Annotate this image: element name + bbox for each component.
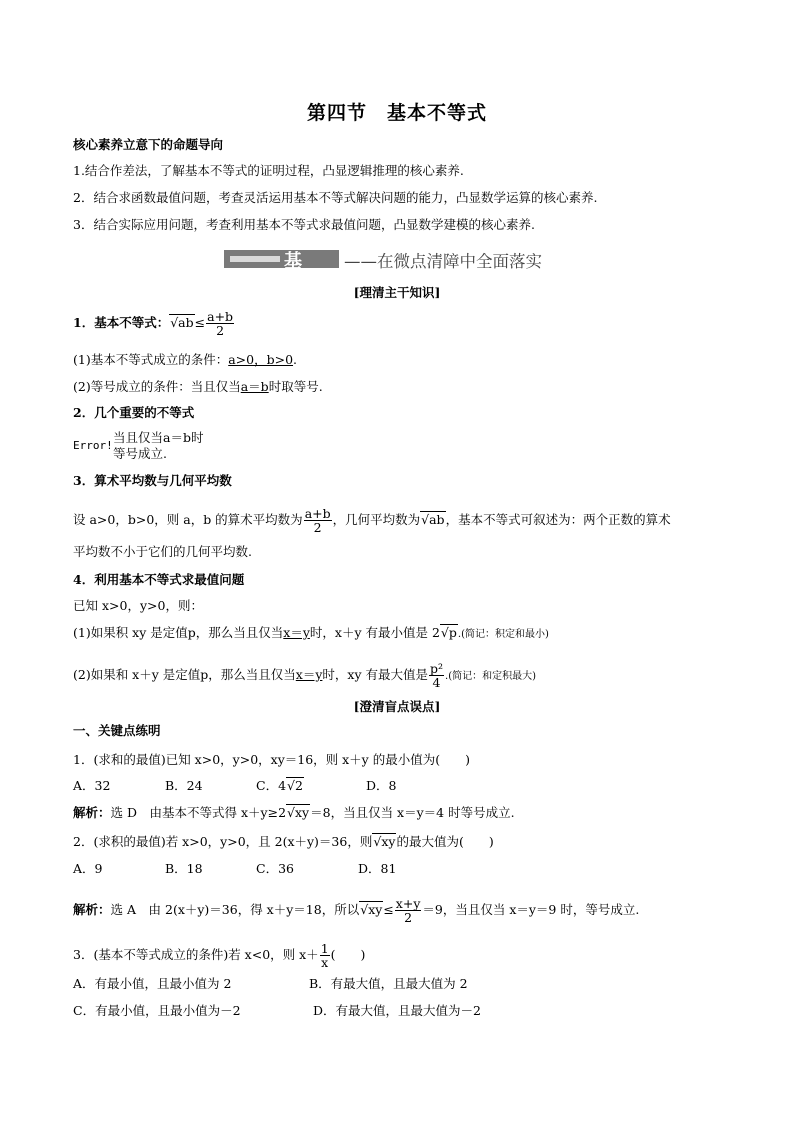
banner-title: 基础 (284, 251, 304, 298)
question-1-stem: 1．(求和的最值)已知 x>0，y>0，xy＝16，则 x＋y 的最小值为( ) (73, 752, 470, 767)
question-3-stem: 3．(基本不等式成立的条件)若 x<0，则 x＋ $\frac{1}{x}$ ( ) (73, 941, 366, 970)
drill-heading: 一、关键点练明 (73, 723, 161, 738)
option-a: A．有最小值，且最小值为 2 (73, 976, 232, 991)
question-1-answer: 解析：选 D 由基本不等式得 x＋y≥2√ xy＝8，当且仅当 x＝y＝4 时等号成立. (73, 805, 515, 821)
sqrt-ab: √ ab (169, 314, 194, 330)
option-a: A．32 (73, 778, 111, 793)
option-b: B．有最大值，且最大值为 2 (309, 976, 468, 991)
knowledge-2-heading: 2．几个重要的不等式 (73, 405, 195, 420)
knowledge-1-condition-1: (1)基本不等式成立的条件：a>0，b>0. (73, 352, 298, 367)
fraction: $\frac{a+b}{2}$ (207, 309, 234, 338)
option-b: B．24 (165, 778, 203, 793)
intro-item-3: 3．结合实际应用问题，考查利用基本不等式求最值问题，凸显数学建模的核心素养. (73, 217, 535, 232)
error-marker: Error! (73, 439, 113, 452)
option-c: C．有最小值，且最小值为－2 (73, 1003, 241, 1018)
option-c: C．36 (256, 861, 294, 876)
option-d: D．有最大值，且最大值为－2 (313, 1003, 481, 1018)
intro-item-2: 2．结合求函数最值问题，考查灵活运用基本不等式解决问题的能力，凸显数学运算的核心素养. (73, 190, 598, 205)
option-b: B．18 (165, 861, 203, 876)
banner-subtitle: ——在微点清障中全面落实 (344, 252, 542, 271)
option-d: D．81 (358, 861, 397, 876)
knowledge-4-item-2: (2)如果和 x＋y 是定值p，那么当且仅当x＝y时，xy 有最大值是 $\frac{\text{p²}}{4}$ .(简记：和定积最大) (73, 661, 536, 690)
knowledge-2-line-2: 等号成立. (113, 446, 167, 461)
page-title: 第四节 基本不等式 (306, 102, 487, 124)
knowledge-3-heading: 3．算术平均数与几何平均数 (73, 473, 232, 488)
option-d: D．8 (366, 778, 397, 793)
section-heading-1: [理清主干知识] (353, 285, 441, 300)
question-2-stem: 2．(求积的最值)若 x>0，y>0，且 2(x＋y)＝36，则√ xy的最大值为( ) (73, 834, 494, 850)
knowledge-3-text-cont: 平均数不小于它们的几何平均数. (73, 544, 252, 559)
knowledge-4-heading: 4．利用基本不等式求最值问题 (73, 572, 245, 587)
intro-heading: 核心素养立意下的命题导向 (73, 137, 224, 152)
knowledge-4-item-1: (1)如果积 xy 是定值p，那么当且仅当x＝y时，x＋y 有最小值是 2√ p.(简记：积定和最小) (73, 625, 549, 643)
knowledge-1-formula: 1．基本不等式：√ ab≤ $\frac{a+b}{2}$ (73, 310, 235, 337)
question-2-answer: 解析：选 A 由 2(x＋y)＝36，得 x＋y＝18，所以√ xy≤ $\frac{x+y}{2}$ ＝9，当且仅当 x＝y＝9 时，等号成立. (73, 897, 639, 924)
intro-item-1: 1.结合作差法，了解基本不等式的证明过程，凸显逻辑推理的核心素养. (73, 163, 464, 178)
knowledge-2-line-1: 当且仅当a＝b时 (113, 430, 204, 445)
section-heading-2: [澄清盲点误点] (353, 699, 441, 714)
option-a: A．9 (73, 861, 103, 876)
knowledge-4-given: 已知 x>0，y>0，则： (73, 598, 203, 613)
banner-bar (224, 250, 339, 268)
knowledge-3-text: 设 a>0，b>0，则 a，b 的算术平均数为 $\frac{a+b}{2}$ ，几何平均数为√ ab，基本不等式可叙述为：两个正数的算术 (73, 507, 671, 534)
knowledge-1-condition-2: (2)等号成立的条件：当且仅当a＝b时取等号. (73, 379, 323, 394)
option-c: C．4√ 2 (256, 778, 304, 794)
